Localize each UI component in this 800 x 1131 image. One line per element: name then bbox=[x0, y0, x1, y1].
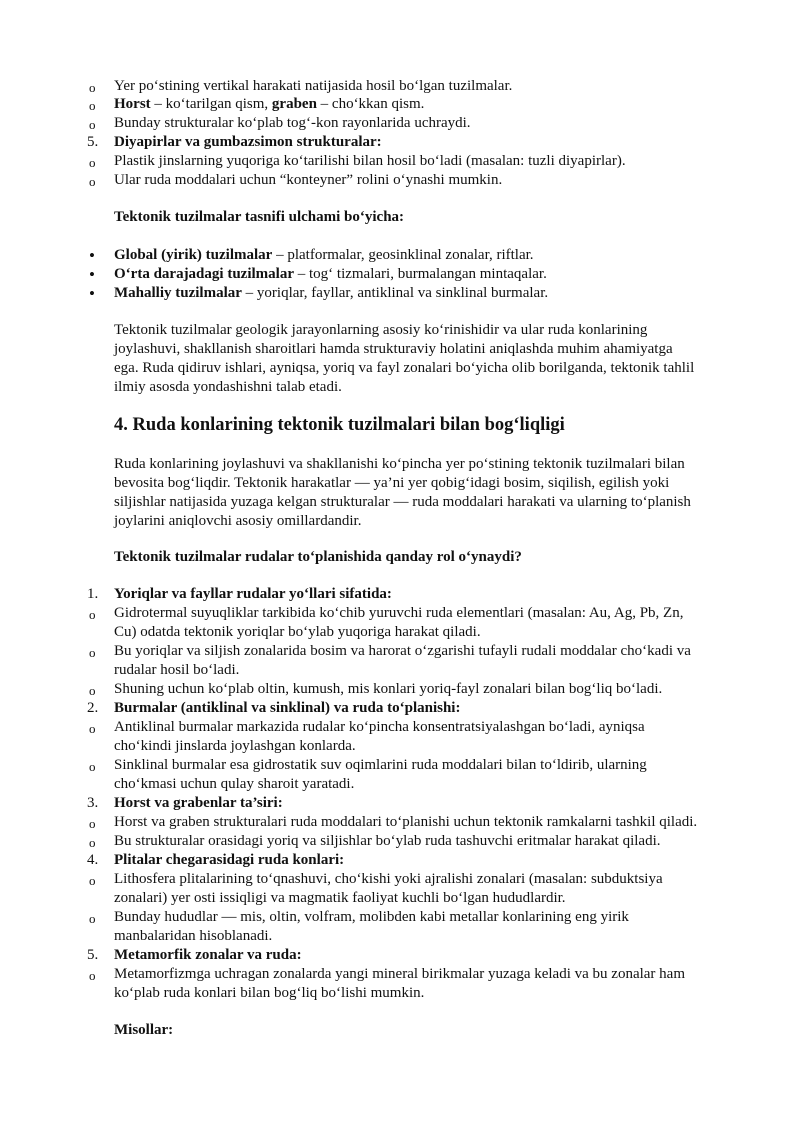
circle-bullet-marker: o bbox=[89, 645, 96, 660]
text-line: Gidrotermal suyuqliklar tarkibida ko‘chib yuruvchi ruda elementlari (masalan: Au, Ag, Pb, Zn, bbox=[114, 605, 684, 621]
subheading: Tektonik tuzilmalar tasnifi ulchami bo‘yicha: bbox=[114, 209, 405, 225]
circle-bullet-marker: o bbox=[89, 117, 96, 132]
paragraph-line: joylashuvi, shakllanish sharoitlari hamda strukturaviy holatini aniqlashda muhim ahamiyatga bbox=[114, 341, 673, 357]
text-line: Metamorfizmga uchragan zonalarda yangi mineral birikmalar yuzaga keladi va bu zonalar ham bbox=[114, 966, 685, 982]
text-line: cho‘kmasi uchun qulay sharoit yaratadi. bbox=[114, 776, 355, 792]
subheading: Tektonik tuzilmalar rudalar to‘planishida qanday rol o‘ynaydi? bbox=[114, 549, 522, 565]
numbered-marker: 5. bbox=[87, 134, 99, 150]
subheading: Misollar: bbox=[114, 1022, 174, 1038]
paragraph-line: siljishlar natijasida yuzaga kelgan strukturalar — ruda moddalari harakati va ularning to‘planish bbox=[114, 494, 691, 510]
numbered-marker: 3. bbox=[87, 795, 99, 811]
paragraph-line: bevosita bog‘liqdir. Tektonik harakatlar — ya’ni yer qobig‘idagi bosim, siqilish, egilish yoki bbox=[114, 475, 670, 491]
bold-term: Horst bbox=[114, 96, 151, 112]
text-line: Plastik jinslarning yuqoriga ko‘tarilishi bilan hosil bo‘ladi (masalan: tuzli diyapirlar). bbox=[114, 153, 626, 169]
circle-bullet-marker: o bbox=[89, 721, 96, 736]
circle-bullet-marker: o bbox=[89, 911, 96, 926]
numbered-marker: 5. bbox=[87, 947, 99, 963]
text-line: ko‘plab ruda konlari bilan bog‘liq bo‘lishi mumkin. bbox=[114, 985, 425, 1001]
bold-term: O‘rta darajadagi tuzilmalar bbox=[114, 266, 294, 282]
circle-bullet-marker: o bbox=[89, 98, 96, 113]
text-line: rudalar hosil bo‘ladi. bbox=[114, 662, 240, 678]
text-fragment: – ko‘tarilgan qism, bbox=[150, 96, 272, 112]
text-line: Bu yoriqlar va siljish zonalarida bosim va harorat o‘zgarishi tufayli rudali moddalar cho‘kadi va bbox=[114, 643, 691, 659]
circle-bullet-marker: o bbox=[89, 816, 96, 831]
circle-bullet-marker: o bbox=[89, 683, 96, 698]
text-line: Sinklinal burmalar esa gidrostatik suv oqimlarini ruda moddalari bilan to‘ldirib, ularning bbox=[114, 757, 647, 773]
paragraph-line: ega. Ruda qidiruv ishlari, ayniqsa, yoriq va fayl zonalari bo‘yicha olib borilganda, tektonik tahlil bbox=[114, 360, 695, 376]
numbered-item-heading: Horst va grabenlar ta’siri: bbox=[114, 795, 283, 811]
list-item bbox=[114, 246, 534, 265]
text-line: Lithosfera plitalarining to‘qnashuvi, cho‘kishi yoki ajralishi zonalari (masalan: subduktsiya bbox=[114, 871, 663, 887]
circle-bullet-marker: o bbox=[89, 835, 96, 850]
text-line: Horst va graben strukturalari ruda moddalari to‘planishi uchun tektonik ramkalarni tashkil qiladi. bbox=[114, 814, 698, 830]
numbered-marker: 4. bbox=[87, 852, 99, 868]
list-item bbox=[114, 265, 547, 284]
numbered-item-heading: Plitalar chegarasidagi ruda konlari: bbox=[114, 852, 345, 868]
text-line: Bu strukturalar orasidagi yoriq va siljishlar bo‘ylab ruda tashuvchi eritmalar harakat qiladi. bbox=[114, 833, 661, 849]
numbered-item-heading: Diyapirlar va gumbazsimon strukturalar: bbox=[114, 134, 382, 150]
text-line bbox=[114, 95, 424, 114]
text-line: cho‘kindi jinslarda joylashgan konlarda. bbox=[114, 738, 356, 754]
paragraph-line: ilmiy asosda yondashishni talab etadi. bbox=[114, 379, 342, 395]
numbered-item-heading: Yoriqlar va fayllar rudalar yo‘llari sifatida: bbox=[114, 586, 392, 602]
circle-bullet-marker: o bbox=[89, 968, 96, 983]
circle-bullet-marker: o bbox=[89, 759, 96, 774]
dot-bullet-marker: • bbox=[89, 265, 95, 284]
text-fragment: – yoriqlar, fayllar, antiklinal va sinklinal burmalar. bbox=[241, 285, 549, 301]
text-line: Cu) odatda tektonik yoriqlar bo‘ylab yuqoriga harakat qiladi. bbox=[114, 624, 481, 640]
paragraph-line: Ruda konlarining joylashuvi va shakllanishi ko‘pincha yer po‘stining tektonik tuzilmalari bilan bbox=[114, 456, 685, 472]
paragraph-line: Tektonik tuzilmalar geologik jarayonlarning asosiy ko‘rinishidir va ular ruda konlarining bbox=[114, 322, 648, 338]
bold-term: graben bbox=[271, 96, 317, 112]
circle-bullet-marker: o bbox=[89, 174, 96, 189]
bold-term: Mahalliy tuzilmalar bbox=[114, 285, 242, 301]
text-line: Bunday hududlar — mis, oltin, volfram, molibden kabi metallar konlarining eng yirik bbox=[114, 909, 629, 925]
text-fragment: – cho‘kkan qism. bbox=[316, 96, 425, 112]
numbered-item-heading: Burmalar (antiklinal va sinklinal) va ruda to‘planishi: bbox=[114, 700, 461, 716]
text-line: manbalaridan hisoblanadi. bbox=[114, 928, 273, 944]
numbered-item-heading: Metamorfik zonalar va ruda: bbox=[114, 947, 302, 963]
text-line: Yer po‘stining vertikal harakati natijasida hosil bo‘lgan tuzilmalar. bbox=[114, 78, 513, 94]
text-line: Shuning uchun ko‘plab oltin, kumush, mis konlari yoriq-fayl zonalari bilan bog‘liq bo‘ladi. bbox=[114, 681, 663, 697]
text-fragment: – platformalar, geosinklinal zonalar, riftlar. bbox=[272, 247, 534, 263]
circle-bullet-marker: o bbox=[89, 155, 96, 170]
bold-term: Global (yirik) tuzilmalar bbox=[114, 247, 273, 263]
circle-bullet-marker: o bbox=[89, 607, 96, 622]
text-fragment: – tog‘ tizmalari, burmalangan mintaqalar. bbox=[293, 266, 547, 282]
list-item bbox=[114, 284, 548, 303]
dot-bullet-marker: • bbox=[89, 246, 95, 265]
text-line: Bunday strukturalar ko‘plab tog‘-kon rayonlarida uchraydi. bbox=[114, 115, 471, 131]
circle-bullet-marker: o bbox=[89, 873, 96, 888]
text-line: Antiklinal burmalar markazida rudalar ko‘pincha konsentratsiyalashgan bo‘ladi, ayniqsa bbox=[114, 719, 645, 735]
numbered-marker: 2. bbox=[87, 700, 99, 716]
numbered-marker: 1. bbox=[87, 586, 99, 602]
dot-bullet-marker: • bbox=[89, 284, 95, 303]
text-line: zonalari) yer osti issiqligi va magmatik faoliyat kuchli bo‘lgan hududlardir. bbox=[114, 890, 566, 906]
circle-bullet-marker: o bbox=[89, 80, 96, 95]
text-line: Ular ruda moddalari uchun “konteyner” rolini o‘ynashi mumkin. bbox=[114, 172, 503, 188]
section-title: 4. Ruda konlarining tektonik tuzilmalari bilan bog‘liqligi bbox=[114, 415, 565, 435]
paragraph-line: joylarini aniqlovchi asosiy omillardandir. bbox=[114, 513, 362, 529]
